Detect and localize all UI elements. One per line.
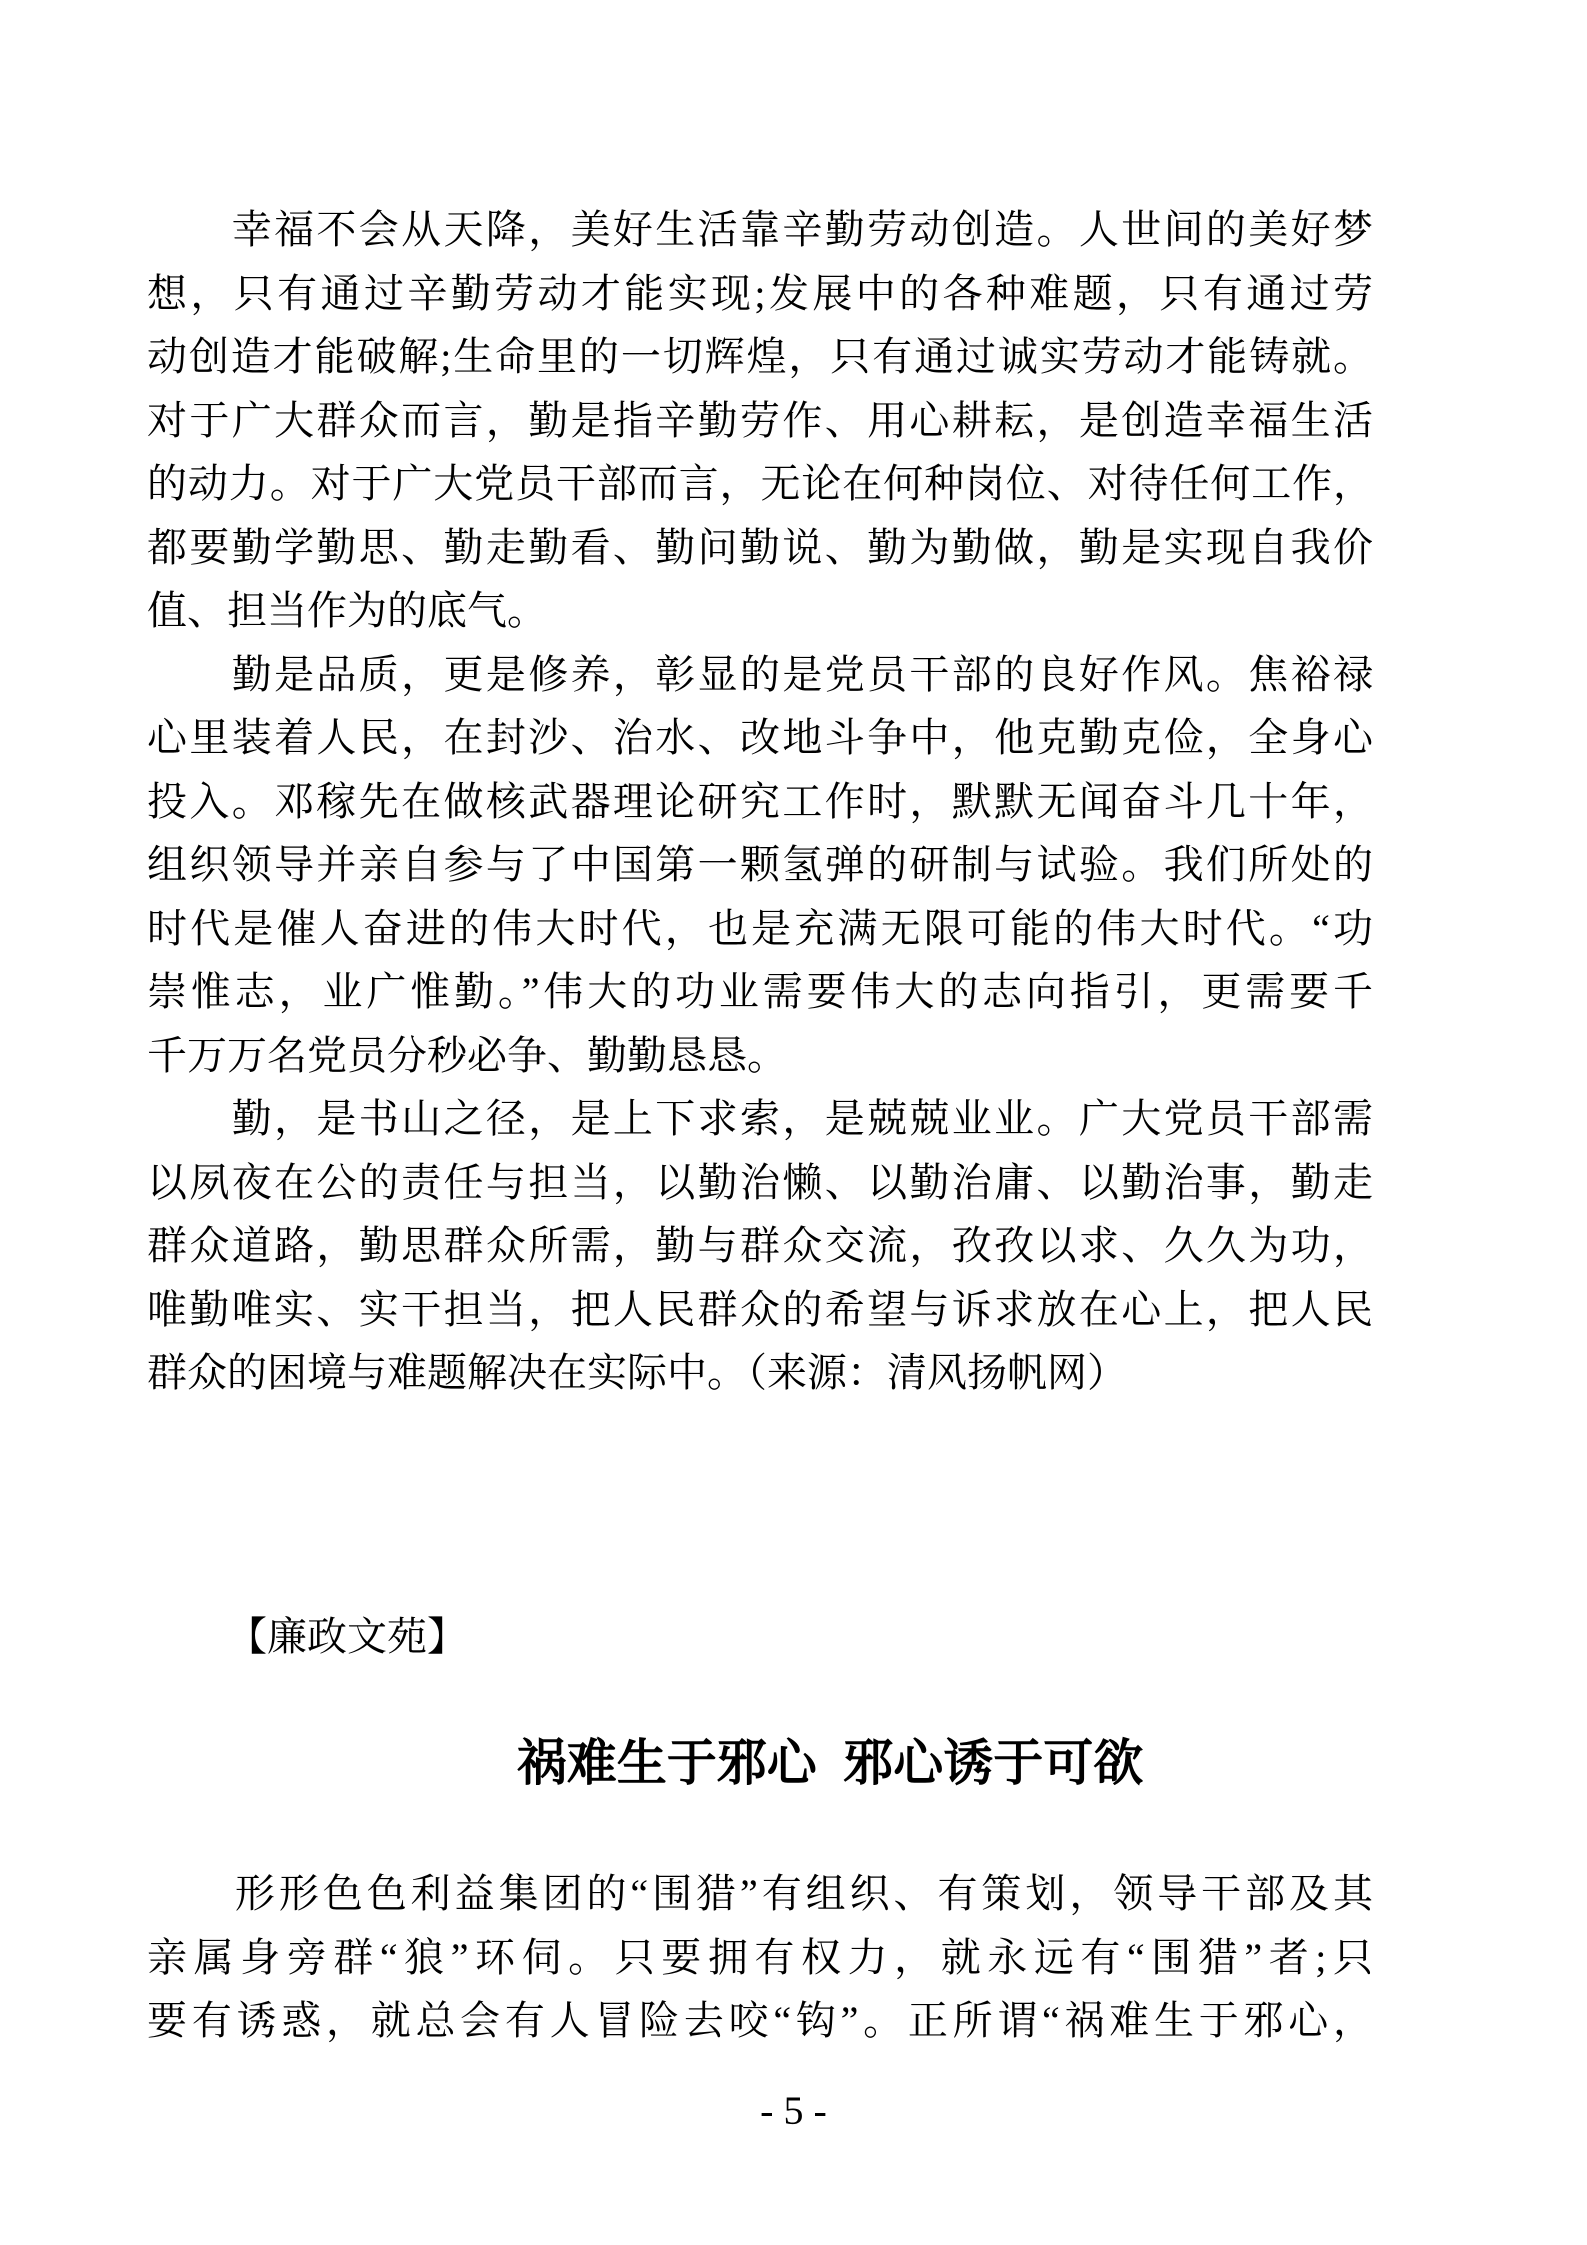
text-line: 幸福不会从天降，美好生活靠辛勤劳动创造。人世间的美好梦	[147, 207, 1373, 252]
top-margin	[0, 0, 1587, 198]
text-line: 的动力。对于广大党员干部而言，无论在何种岗位、对待任何工作，	[147, 461, 1373, 506]
paragraph	[147, 1862, 1373, 2053]
body-paragraphs	[147, 198, 1373, 1405]
text-line: 千万万名党员分秒必争、勤勤恳恳。	[147, 1032, 787, 1078]
text-line: 形形色色利益集团的“围猎”有组织、有策划，领导干部及其	[147, 1871, 1373, 1916]
text-line: 勤，是书山之径，是上下求索，是兢兢业业。广大党员干部需	[147, 1096, 1373, 1141]
text-line: 群众的困境与难题解决在实际中。（来源：清风扬帆网）	[147, 1350, 1127, 1395]
paragraph	[147, 643, 1373, 1088]
page-number: - 5 -	[760, 2087, 827, 2133]
text-line: 群众道路，勤思群众所需，勤与群众交流，孜孜以求、久久为功，	[147, 1223, 1373, 1268]
article-gap	[147, 1803, 1373, 1862]
text-line: 心里装着人民，在封沙、治水、改地斗争中，他克勤克俭，全身心	[147, 715, 1373, 760]
text-line: 都要勤学勤思、勤走勤看、勤问勤说、勤为勤做，勤是实现自我价	[147, 524, 1373, 570]
text-line: 时代是催人奋进的伟大时代，也是充满无限可能的伟大时代。“功	[147, 905, 1373, 951]
section-header: 【廉政文苑】	[227, 1613, 467, 1659]
title-gap	[147, 1668, 1373, 1723]
paragraph	[147, 198, 1373, 643]
footer-gap	[0, 2053, 1587, 2079]
paragraph	[147, 1087, 1373, 1405]
text-line: 动创造才能破解;生命里的一切辉煌，只有通过诚实劳动才能铸就。	[147, 334, 1373, 379]
section-gap	[147, 1405, 1373, 1605]
text-line: 崇惟志，业广惟勤。”伟大的功业需要伟大的志向指引，更需要千	[147, 969, 1373, 1014]
text-line: 亲属身旁群“狼”环伺。只要拥有权力，就永远有“围猎”者;只	[147, 1934, 1373, 1980]
text-line: 想，只有通过辛勤劳动才能实现;发展中的各种难题，只有通过劳	[147, 270, 1373, 316]
text-line: 唯勤唯实、实干担当，把人民群众的希望与诉求放在心上，把人民	[147, 1286, 1373, 1332]
text-line: 对于广大群众而言，勤是指辛勤劳作、用心耕耘，是创造幸福生活	[147, 397, 1373, 443]
text-line: 勤是品质，更是修养，彰显的是党员干部的良好作风。焦裕禄	[147, 651, 1373, 697]
text-line: 投入。邓稼先在做核武器理论研究工作时，默默无闻奋斗几十年，	[147, 778, 1373, 824]
text-line: 值、担当作为的底气。	[147, 588, 547, 633]
article-title: 祸难生于邪心 邪心诱于可欲	[516, 1735, 1144, 1791]
article-paragraphs	[147, 1862, 1373, 2053]
text-line: 以夙夜在公的责任与担当，以勤治懒、以勤治庸、以勤治事，勤走	[147, 1159, 1373, 1205]
text-line: 要有诱惑，就总会有人冒险去咬“钩”。正所谓“祸难生于邪心，	[147, 1998, 1373, 2043]
text-line: 组织领导并亲自参与了中国第一颗氢弹的研制与试验。我们所处的	[147, 842, 1373, 887]
text-column	[147, 198, 1373, 2053]
